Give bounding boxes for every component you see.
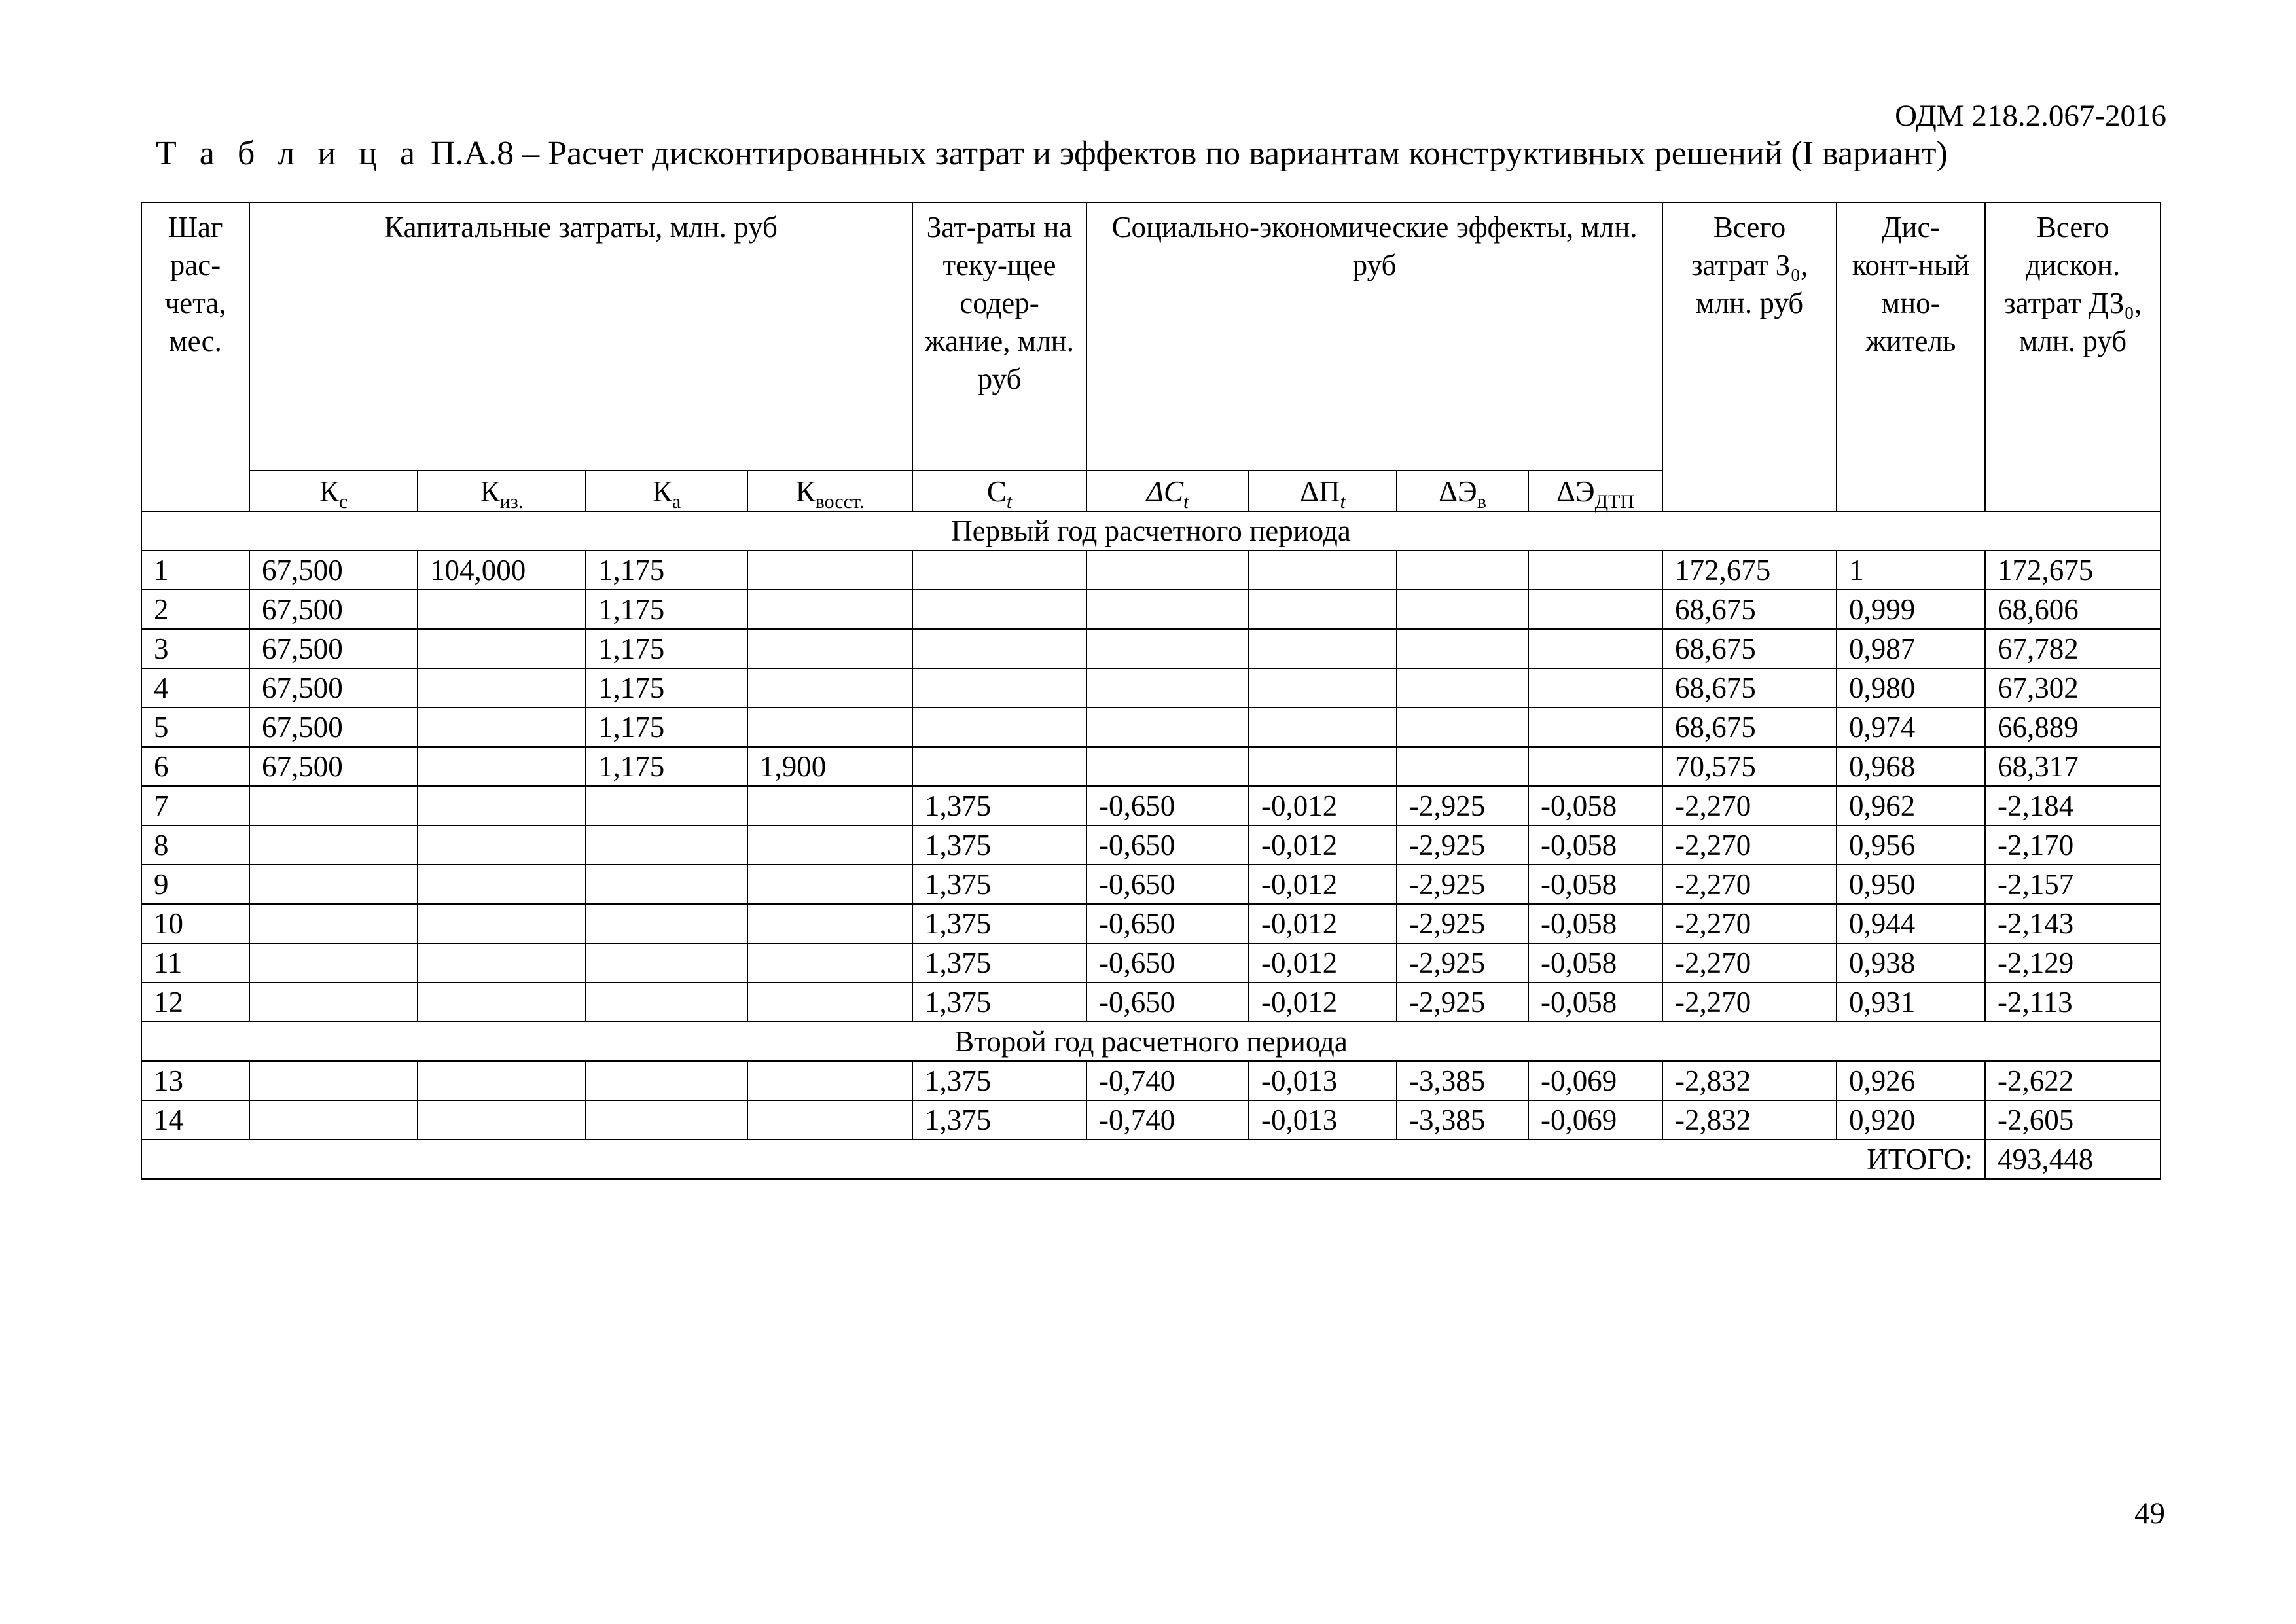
table-cell	[1528, 708, 1662, 747]
table-cell: 1,375	[912, 1061, 1086, 1100]
table-cell: 67,500	[249, 708, 418, 747]
table-cell: -2,925	[1397, 825, 1528, 865]
table-cell: 1,175	[586, 550, 747, 590]
table-cell	[1249, 629, 1397, 668]
table-cell: -2,270	[1662, 865, 1837, 904]
table-cell: -0,013	[1249, 1061, 1397, 1100]
table-cell: -0,012	[1249, 904, 1397, 943]
table-cell	[1528, 668, 1662, 708]
table-cell: 67,782	[1985, 629, 2161, 668]
table-row	[141, 1061, 2161, 1100]
table-cell: 1,375	[912, 865, 1086, 904]
table-cell: 0,968	[1837, 747, 1985, 786]
table-cell: 6	[141, 747, 249, 786]
table-cell	[418, 629, 586, 668]
table-cell: 0,962	[1837, 786, 1985, 825]
table-cell: -0,650	[1086, 983, 1249, 1022]
table-cell: 104,000	[418, 550, 586, 590]
table-cell: 172,675	[1985, 550, 2161, 590]
table-cell: 7	[141, 786, 249, 825]
table-title-number: П.А.8	[431, 135, 514, 172]
table-cell	[1086, 550, 1249, 590]
table-cell: -2,605	[1985, 1100, 2161, 1140]
table-cell: 1,375	[912, 1100, 1086, 1140]
table-cell: 0,987	[1837, 629, 1985, 668]
table-cell: 1,375	[912, 825, 1086, 865]
table-row	[141, 825, 2161, 865]
table-cell: -2,170	[1985, 825, 2161, 865]
table-cell	[747, 865, 912, 904]
table-cell	[586, 825, 747, 865]
document-code: ОДМ 218.2.067-2016	[1895, 99, 2166, 133]
table-row	[141, 943, 2161, 983]
table-cell: -0,058	[1528, 825, 1662, 865]
table-cell: -2,925	[1397, 943, 1528, 983]
header-social-effects: Социально-экономические эффекты, млн. руб	[1086, 202, 1662, 471]
table-cell	[1249, 590, 1397, 629]
table-cell	[1528, 629, 1662, 668]
table-cell: 3	[141, 629, 249, 668]
table-cell: 2	[141, 590, 249, 629]
table-cell: -2,270	[1662, 943, 1837, 983]
table-cell: 1,375	[912, 943, 1086, 983]
table-row	[141, 708, 2161, 747]
header-kiz: $К_{из.}$	[418, 471, 586, 511]
table-cell: 172,675	[1662, 550, 1837, 590]
table-cell: 0,950	[1837, 865, 1985, 904]
table-cell: 68,675	[1662, 629, 1837, 668]
table-cell	[586, 904, 747, 943]
table-row	[141, 629, 2161, 668]
total-value: 493,448	[1985, 1140, 2161, 1179]
table-cell: 67,302	[1985, 668, 2161, 708]
table-cell: -2,832	[1662, 1061, 1837, 1100]
table-row	[141, 786, 2161, 825]
table-cell	[1086, 590, 1249, 629]
table-row	[141, 668, 2161, 708]
header-dct: $\Delta C_t$	[1086, 471, 1249, 511]
table-cell: -2,113	[1985, 983, 2161, 1022]
table-cell	[747, 983, 912, 1022]
table-cell	[1086, 747, 1249, 786]
header-current-costs: Зат-раты на теку-щее содер-жание, млн. руб	[912, 202, 1086, 471]
table-cell: 8	[141, 825, 249, 865]
table-cell: 1,175	[586, 708, 747, 747]
table-cell: -2,925	[1397, 983, 1528, 1022]
table-cell: -0,012	[1249, 825, 1397, 865]
table-cell: 0,974	[1837, 708, 1985, 747]
table-cell	[912, 747, 1086, 786]
header-dpt: $\Delta П_t$	[1249, 471, 1397, 511]
table-cell: 13	[141, 1061, 249, 1100]
table-cell: -0,069	[1528, 1061, 1662, 1100]
table-cell: 4	[141, 668, 249, 708]
table-cell	[1249, 668, 1397, 708]
header-dedtp: $\Delta Э_{ДТП}$	[1528, 471, 1662, 511]
table-cell: 68,675	[1662, 590, 1837, 629]
table-cell: -0,058	[1528, 904, 1662, 943]
table-cell	[418, 786, 586, 825]
table-row	[141, 904, 2161, 943]
section-first-year: Первый год расчетного периода	[141, 511, 2161, 550]
table-cell	[747, 825, 912, 865]
table-cell: 0,920	[1837, 1100, 1985, 1140]
table-cell: 0,999	[1837, 590, 1985, 629]
table-cell	[747, 943, 912, 983]
table-cell: -0,058	[1528, 983, 1662, 1022]
table-cell: -0,058	[1528, 786, 1662, 825]
table-cell	[249, 943, 418, 983]
table-cell: 67,500	[249, 629, 418, 668]
header-total-discounted: Всего дискон. затрат ДЗ₀, млн. руб	[1985, 202, 2161, 511]
table-cell	[249, 904, 418, 943]
table-row	[141, 550, 2161, 590]
table-cell: 67,500	[249, 550, 418, 590]
table-cell: 0,926	[1837, 1061, 1985, 1100]
table-cell: -0,012	[1249, 943, 1397, 983]
table-row	[141, 865, 2161, 904]
header-ka: $К_а$	[586, 471, 747, 511]
table-cell: -2,270	[1662, 825, 1837, 865]
table-cell	[418, 1061, 586, 1100]
section-second-year: Второй год расчетного периода	[141, 1022, 2161, 1061]
header-discount-factor: Дис-конт-ный мно-житель	[1837, 202, 1985, 511]
table-cell	[912, 708, 1086, 747]
table-cell: 1,175	[586, 668, 747, 708]
table-cell: -0,650	[1086, 865, 1249, 904]
table-cell: 14	[141, 1100, 249, 1140]
header-total-costs: Всего затрат З₀, млн. руб	[1662, 202, 1837, 511]
table-cell	[1528, 747, 1662, 786]
table-cell	[747, 590, 912, 629]
table-cell: -0,012	[1249, 786, 1397, 825]
table-cell: 67,500	[249, 668, 418, 708]
table-cell	[1528, 590, 1662, 629]
table-cell: -2,925	[1397, 904, 1528, 943]
table-cell	[1249, 550, 1397, 590]
table-cell: 1,375	[912, 786, 1086, 825]
table-cell: 68,317	[1985, 747, 2161, 786]
table-row	[141, 1100, 2161, 1140]
table-cell	[1397, 708, 1528, 747]
table-cell: -2,270	[1662, 786, 1837, 825]
table-cell	[912, 629, 1086, 668]
table-cell: 1,175	[586, 590, 747, 629]
table-cell	[418, 668, 586, 708]
table-cell	[249, 1100, 418, 1140]
table-cell	[1528, 550, 1662, 590]
table-cell: 68,675	[1662, 668, 1837, 708]
table-cell: -3,385	[1397, 1061, 1528, 1100]
table-cell	[912, 590, 1086, 629]
table-cell	[249, 786, 418, 825]
table-cell: -0,650	[1086, 825, 1249, 865]
table-cell	[418, 865, 586, 904]
table-cell	[249, 1061, 418, 1100]
table-cell	[1397, 590, 1528, 629]
table-cell	[1086, 629, 1249, 668]
table-cell: 9	[141, 865, 249, 904]
table-cell	[747, 668, 912, 708]
table-cell: 1	[141, 550, 249, 590]
table-cell: -0,650	[1086, 904, 1249, 943]
header-capital-costs: Капитальные затраты, млн. руб	[249, 202, 912, 471]
table-title-label: Т а б л и ц а	[156, 135, 422, 172]
header-kc: $К_с$	[249, 471, 418, 511]
table-cell: 0,931	[1837, 983, 1985, 1022]
table-cell: 70,575	[1662, 747, 1837, 786]
table-cell	[912, 550, 1086, 590]
table-cell	[418, 708, 586, 747]
table-cell	[418, 943, 586, 983]
table-cell	[249, 865, 418, 904]
table-cell: -0,012	[1249, 865, 1397, 904]
table-cell: 0,944	[1837, 904, 1985, 943]
table-cell: 0,980	[1837, 668, 1985, 708]
table-cell: 0,938	[1837, 943, 1985, 983]
table-cell: -2,157	[1985, 865, 2161, 904]
table-cell: -0,740	[1086, 1100, 1249, 1140]
table-cell: -0,650	[1086, 943, 1249, 983]
table-cell: -2,129	[1985, 943, 2161, 983]
table-cell	[418, 1100, 586, 1140]
table-cell	[747, 629, 912, 668]
table-cell: 10	[141, 904, 249, 943]
table-cell	[586, 983, 747, 1022]
table-cell	[1086, 708, 1249, 747]
table-row	[141, 747, 2161, 786]
table-cell	[586, 1100, 747, 1140]
table-cell: 67,500	[249, 590, 418, 629]
table-title-text: – Расчет дисконтированных затрат и эффектов по вариантам конструктивных решений (I вариант)	[522, 135, 1948, 172]
table-cell: -3,385	[1397, 1100, 1528, 1140]
table-cell: -2,184	[1985, 786, 2161, 825]
header-step: Шаг рас-чета, мес.	[141, 202, 249, 511]
table-cell	[1249, 708, 1397, 747]
table-cell: 0,956	[1837, 825, 1985, 865]
header-ct: $C_t$	[912, 471, 1086, 511]
table-cell	[747, 1100, 912, 1140]
table-cell	[249, 983, 418, 1022]
table-cell: -0,058	[1528, 943, 1662, 983]
table-cell: 1	[1837, 550, 1985, 590]
header-deb: $\Delta Э_в$	[1397, 471, 1528, 511]
table-cell	[418, 904, 586, 943]
table-cell: -0,012	[1249, 983, 1397, 1022]
table-cell	[1397, 629, 1528, 668]
table-cell: -2,270	[1662, 983, 1837, 1022]
table-cell: 66,889	[1985, 708, 2161, 747]
table-cell	[418, 590, 586, 629]
table-cell	[249, 825, 418, 865]
table-cell	[586, 1061, 747, 1100]
table-cell	[747, 1061, 912, 1100]
table-cell: 68,606	[1985, 590, 2161, 629]
table-cell	[912, 668, 1086, 708]
table-cell	[1397, 668, 1528, 708]
table-cell: -0,740	[1086, 1061, 1249, 1100]
table-cell	[418, 747, 586, 786]
table-cell: -0,013	[1249, 1100, 1397, 1140]
table-cell: 68,675	[1662, 708, 1837, 747]
table-cell: 1,175	[586, 629, 747, 668]
table-cell: -0,058	[1528, 865, 1662, 904]
table-cell: -2,143	[1985, 904, 2161, 943]
table-cell: -0,069	[1528, 1100, 1662, 1140]
table-cell	[1086, 668, 1249, 708]
table-cell: -2,925	[1397, 786, 1528, 825]
table-cell: 1,175	[586, 747, 747, 786]
table-cell: 1,900	[747, 747, 912, 786]
table-cell: 11	[141, 943, 249, 983]
table-cell: 5	[141, 708, 249, 747]
table-cell: -2,270	[1662, 904, 1837, 943]
table-cell	[1249, 747, 1397, 786]
table-row	[141, 590, 2161, 629]
table-cell	[586, 943, 747, 983]
table-cell	[418, 825, 586, 865]
table-cell	[1397, 747, 1528, 786]
table-cell	[747, 904, 912, 943]
table-cell	[747, 708, 912, 747]
table-cell	[418, 983, 586, 1022]
table-cell: -0,650	[1086, 786, 1249, 825]
table-cell: -2,832	[1662, 1100, 1837, 1140]
table-cell: -2,622	[1985, 1061, 2161, 1100]
table-cell	[1397, 550, 1528, 590]
table-cell: -2,925	[1397, 865, 1528, 904]
table-cell: 12	[141, 983, 249, 1022]
table-cell: 1,375	[912, 904, 1086, 943]
total-label: ИТОГО:	[141, 1140, 1985, 1179]
table-title	[156, 134, 1948, 173]
table-cell: 67,500	[249, 747, 418, 786]
table-cell	[586, 865, 747, 904]
table-cell: 1,375	[912, 983, 1086, 1022]
table-cell	[747, 786, 912, 825]
table-cell	[586, 786, 747, 825]
table-cell	[747, 550, 912, 590]
page-number: 49	[2134, 1496, 2165, 1530]
calculation-table	[141, 202, 2161, 1180]
header-kvos: $К_{восст.}$	[747, 471, 912, 511]
table-row	[141, 983, 2161, 1022]
